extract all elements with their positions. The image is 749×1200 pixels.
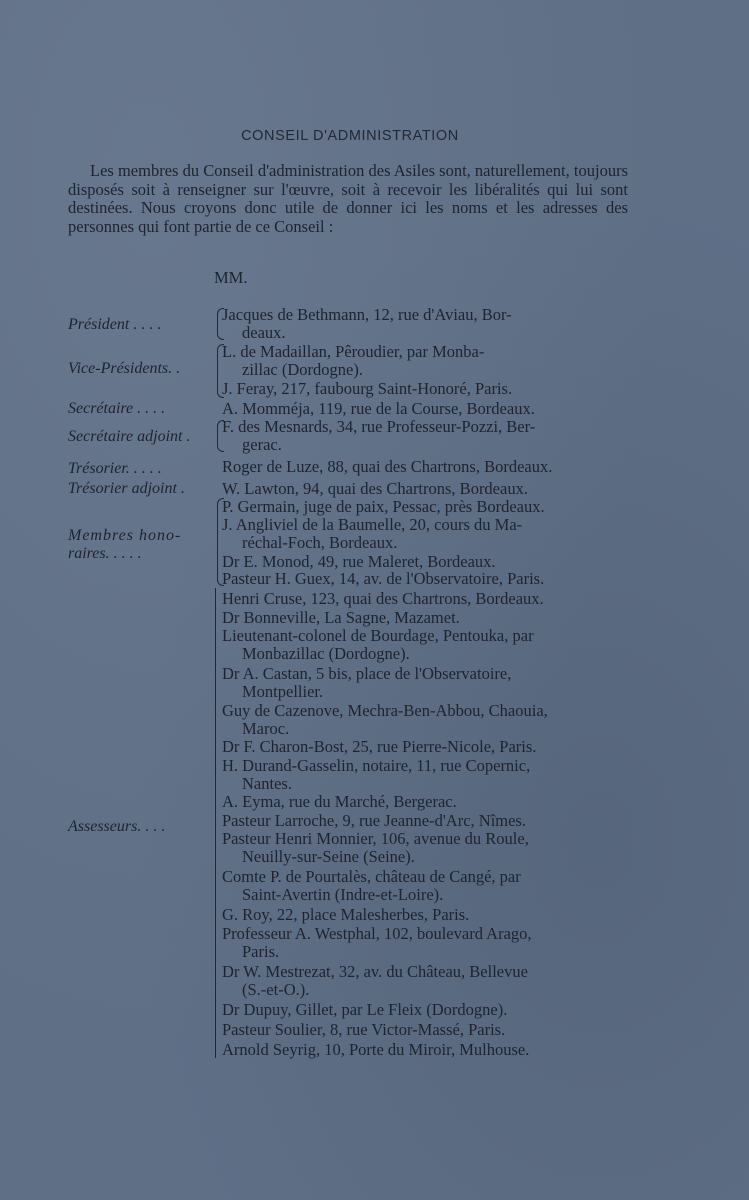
list-item: Pasteur Larroche, 9, rue Jeanne-d'Arc, Nîmes. <box>222 811 526 830</box>
list-item: J. Angliviel de la Baumelle, 20, cours du Ma- réchal-Foch, Bordeaux. <box>222 515 523 552</box>
list-item: L. de Madaillan, Pêroudier, par Monba- zillac (Dordogne). <box>222 342 485 379</box>
list-item: Guy de Cazenove, Mechra-Ben-Abbou, Chaouia, Maroc. <box>222 701 548 738</box>
list-item: Arnold Seyrig, 10, Porte du Miroir, Mulhouse. <box>222 1040 530 1059</box>
mm-label: MM. <box>214 268 248 287</box>
list-item: J. Feray, 217, faubourg Saint-Honoré, Paris. <box>222 379 513 398</box>
role-secretaire-adjoint: Secrétaire adjoint . <box>68 428 191 445</box>
list-item: A. Momméja, 119, rue de la Course, Bordeaux. <box>222 399 535 418</box>
role-membres-honoraires-line2: raires. . . . . <box>68 545 142 562</box>
list-item: Roger de Luze, 88, quai des Chartrons, Bordeaux. <box>222 457 553 476</box>
role-vice-presidents: Vice-Présidents. . <box>68 360 181 377</box>
list-item: Lieutenant-colonel de Bourdage, Pentouka, par Monbazillac (Dordogne). <box>222 626 534 663</box>
bar-assesseurs <box>215 588 217 1058</box>
intro-paragraph: Les membres du Conseil d'administration des Asiles sont, naturellement, toujours disposés soit à renseigner sur l'œuvre, soit à recevoir les libéralités qui lui sont destinées. Nous croyons donc utile de donner ici les noms et les adresses des personnes qui font partie de ce Conseil : <box>68 161 628 237</box>
role-tresorier: Trésorier. . . . . <box>68 460 162 477</box>
list-item: Dr Bonneville, La Sagne, Mazamet. <box>222 608 460 627</box>
list-item: F. des Mesnards, 34, rue Professeur-Pozzi, Ber- gerac. <box>222 417 536 454</box>
list-item: G. Roy, 22, place Malesherbes, Paris. <box>222 905 470 924</box>
list-item: A. Eyma, rue du Marché, Bergerac. <box>222 792 457 811</box>
role-president: Président . . . . <box>68 316 162 333</box>
page-heading: CONSEIL D'ADMINISTRATION <box>241 128 459 144</box>
list-item: P. Germain, juge de paix, Pessac, près Bordeaux. <box>222 497 545 516</box>
list-item: Dr E. Monod, 49, rue Maleret, Bordeaux. <box>222 552 496 571</box>
list-item: Pasteur Soulier, 8, rue Victor-Massé, Paris. <box>222 1020 506 1039</box>
list-item: W. Lawton, 94, quai des Chartrons, Bordeaux. <box>222 479 528 498</box>
list-item: Jacques de Bethmann, 12, rue d'Aviau, Bor- deaux. <box>222 305 512 342</box>
list-item: Pasteur H. Guex, 14, av. de l'Observatoire, Paris. <box>222 569 545 588</box>
list-item: Professeur A. Westphal, 102, boulevard Arago, Paris. <box>222 924 532 961</box>
list-item: H. Durand-Gasselin, notaire, 11, rue Copernic, Nantes. <box>222 756 531 793</box>
list-item: Dr W. Mestrezat, 32, av. du Château, Bellevue (S.-et-O.). <box>222 962 528 999</box>
list-item: Henri Cruse, 123, quai des Chartrons, Bordeaux. <box>222 589 544 608</box>
list-item: Dr Dupuy, Gillet, par Le Fleix (Dordogne). <box>222 1000 508 1019</box>
list-item: Pasteur Henri Monnier, 106, avenue du Roule, Neuilly-sur-Seine (Seine). <box>222 829 529 866</box>
role-membres-honoraires-line1: Membres hono- <box>68 527 182 544</box>
role-tresorier-adjoint: Trésorier adjoint . <box>68 480 185 497</box>
list-item: Dr F. Charon-Bost, 25, rue Pierre-Nicole, Paris. <box>222 737 537 756</box>
role-assesseurs: Assesseurs. . . . <box>68 818 166 835</box>
role-secretaire: Secrétaire . . . . <box>68 400 166 417</box>
list-item: Comte P. de Pourtalès, château de Cangé, par Saint-Avertin (Indre-et-Loire). <box>222 867 521 904</box>
list-item: Dr A. Castan, 5 bis, place de l'Observatoire, Montpellier. <box>222 664 512 701</box>
